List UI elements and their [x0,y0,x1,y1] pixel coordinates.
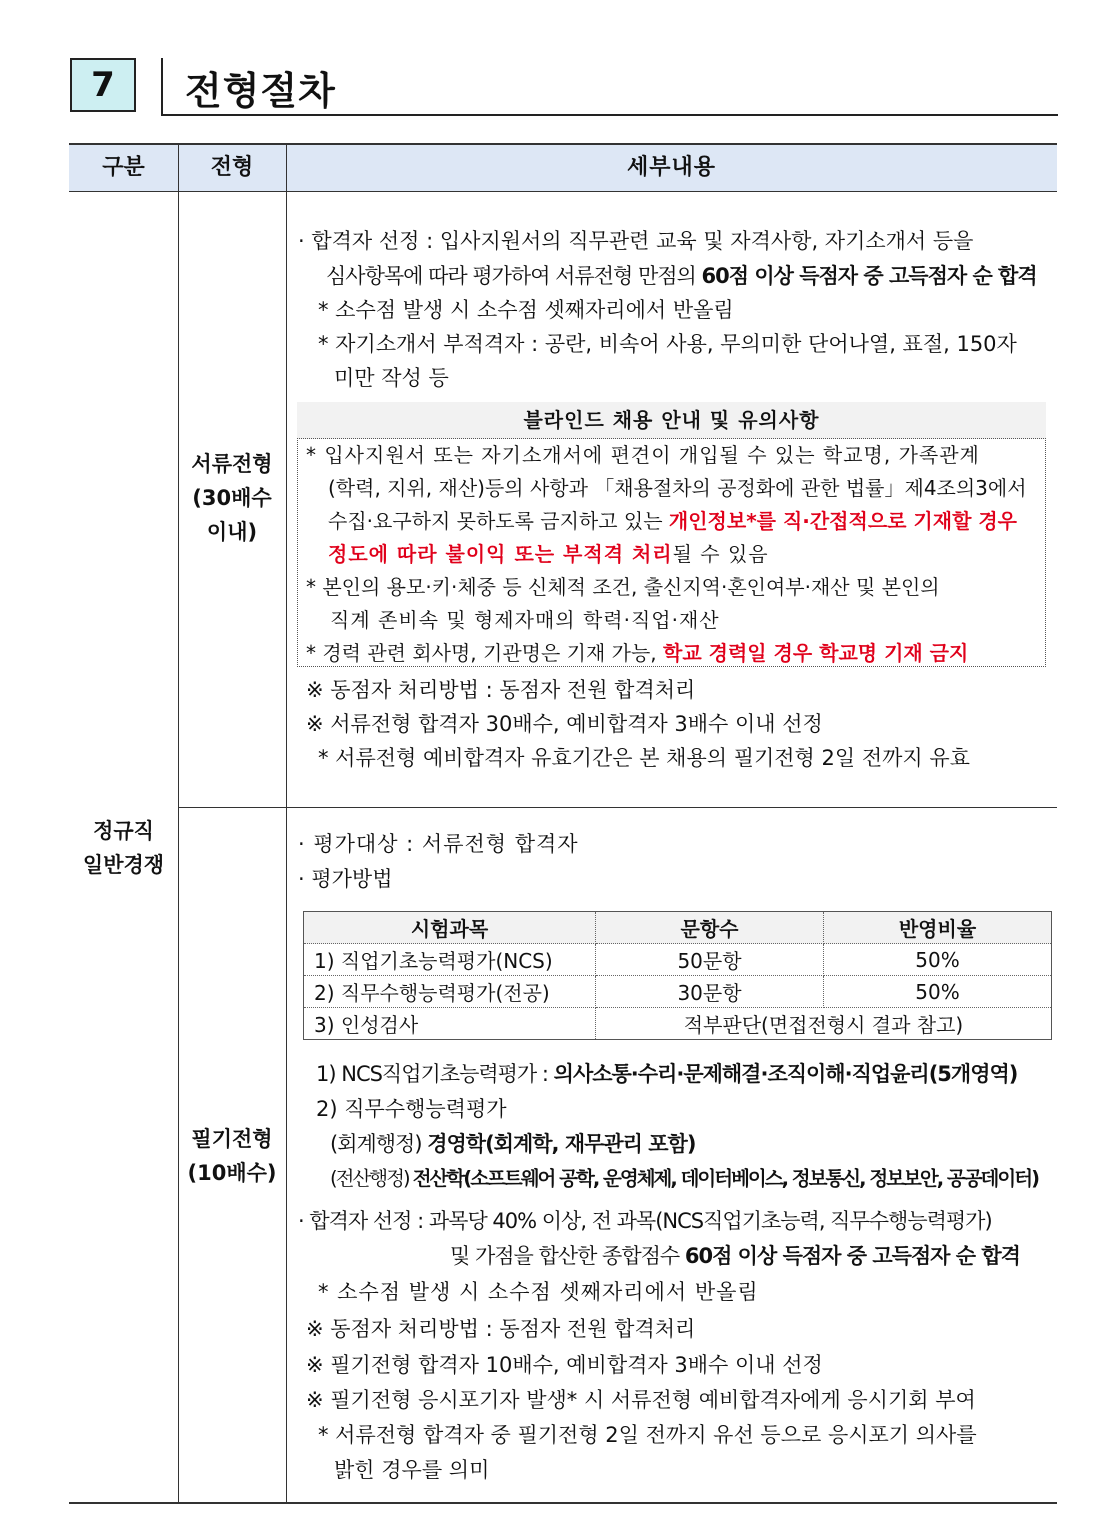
exam-subject: 3) 인성검사 [304,1008,596,1040]
written-pass-count-note: ※ 필기전형 합격자 10배수, 예비합격자 3배수 이내 선정 [306,1353,823,1377]
exam-table [303,911,1052,1040]
written-stage-name [178,1122,286,1190]
header-category: 구분 [102,155,145,180]
doc-unqualified-line-2: 미만 작성 등 [334,366,449,390]
doc-tie-note: ※ 동점자 처리방법 : 동점자 전원 합격처리 [306,678,696,702]
doc-selection-line-2: 심사항목에 따라 평가하여 서류전형 만점의 60점 이상 득점자 중 고득점자 순 합격 [326,264,1037,288]
header-stage: 전형 [210,155,254,180]
doc-unqualified-line-1: * 자기소개서 부적격자 : 공란, 비속어 사용, 무의미한 단어나열, 표절, 150자 [318,332,1017,356]
it-subject-line: (전산행정) 전산학(소프트웨어 공학, 운영체제, 데이터베이스, 정보통신, 정보보안, 공공데이터) [330,1167,1038,1190]
table-row [304,1008,1052,1040]
written-selection-line-1: · 합격자 선정 : 과목당 40% 이상, 전 과목(NCS직업기초능력, 직무수행능력평가) [298,1209,992,1233]
exam-header-subject: 시험과목 [304,912,596,944]
doc-stage-name [178,447,286,549]
exam-header-ratio: 반영비율 [824,912,1052,944]
section-title: 전형절차 [185,69,336,113]
column-divider-1 [178,143,179,1504]
ncs-subject-line: 1) NCS직업기초능력평가 : 의사소통·수리·문제해결·조직이해·직업윤리(5개영역) [316,1062,1018,1086]
doc-rounding-note: * 소수점 발생 시 소수점 셋째자리에서 반올림 [318,298,734,322]
written-withdrawal-detail-2: 밝힌 경우를 의미 [334,1458,490,1482]
doc-stage-name-line-1: 서류전형 [191,452,273,476]
doc-stage-name-line-2: (30배수 [192,486,272,510]
table-row [304,976,1052,1008]
category-line-1: 정규직 [93,819,154,843]
blind-line-1: * 입사지원서 또는 자기소개서에 편견이 개입될 수 있는 학교명, 가족관계 [306,443,980,467]
exam-count: 50문항 [596,944,824,976]
doc-stage-name-line-3: 이내) [206,520,258,544]
written-withdrawal-detail-1: * 서류전형 합격자 중 필기전형 2일 전까지 유선 등으로 응시포기 의사를 [318,1423,977,1447]
exam-header-count: 문항수 [596,912,824,944]
section-underline [161,114,1058,116]
doc-pass-count-note: ※ 서류전형 합격자 30배수, 예비합격자 3배수 이내 선정 [306,712,823,736]
written-method: · 평가방법 [298,867,393,891]
exam-table-header [304,912,1052,944]
accounting-subject-line: (회계행정) 경영학(회계학, 재무관리 포함) [330,1132,696,1156]
doc-selection-line-1: · 합격자 선정 : 입사지원서의 직무관련 교육 및 자격사항, 자기소개서 등을 [298,229,974,253]
written-tie-note: ※ 동점자 처리방법 : 동점자 전원 합격처리 [306,1317,696,1341]
category-cell [69,814,178,882]
table-header-border [69,191,1057,192]
written-selection-line-2: 및 가점을 합산한 종합점수 60점 이상 득점자 중 고득점자 순 합격 [450,1244,1020,1268]
exam-merged-note: 적부판단(면접전형시 결과 참고) [596,1008,1052,1040]
column-divider-2 [286,143,287,1504]
blind-line-6: 직계 존비속 및 형제자매의 학력·직업·재산 [330,608,720,632]
section-divider [161,58,163,116]
exam-subject: 2) 직무수행능력평가(전공) [304,976,596,1008]
exam-count: 30문항 [596,976,824,1008]
written-stage-name-line-2: (10배수) [187,1161,277,1185]
blind-line-3: 수집·요구하지 못하도록 금지하고 있는 개인정보*를 직·간접적으로 기재할 경우 [328,509,1017,533]
written-stage-name-line-1: 필기전형 [191,1127,273,1151]
exam-ratio: 50% [824,944,1052,976]
section-number: 7 [70,58,136,112]
written-target: · 평가대상 : 서류전형 합격자 [298,832,579,856]
doc-validity-note: * 서류전형 예비합격자 유효기간은 본 채용의 필기전형 2일 전까지 유효 [318,746,970,770]
header-details: 세부내용 [626,155,716,180]
blind-line-5: * 본인의 용모·키·체중 등 신체적 조건, 출신지역·혼인여부·재산 및 본인의 [306,575,940,599]
stage-divider [178,807,1057,808]
blind-line-2: (학력, 지위, 재산)등의 사항과 「채용절차의 공정화에 관한 법률」제4조의3에서 [328,476,1027,500]
table-row [304,944,1052,976]
blind-recruit-title: 블라인드 채용 안내 및 유의사항 [297,402,1046,439]
job-subject-line: 2) 직무수행능력평가 [316,1097,507,1121]
blind-line-4: 정도에 따라 불이익 또는 부적격 처리될 수 있음 [328,542,769,566]
category-line-2: 일반경쟁 [82,853,165,877]
table-bottom-border [69,1502,1057,1504]
blind-line-7: * 경력 관련 회사명, 기관명은 기재 가능, 학교 경력일 경우 학교명 기재 금지 [306,641,969,665]
exam-ratio: 50% [824,976,1052,1008]
written-rounding-note: * 소수점 발생 시 소수점 셋째자리에서 반올림 [318,1280,759,1304]
exam-subject: 1) 직업기초능력평가(NCS) [304,944,596,976]
written-withdrawal-note: ※ 필기전형 응시포기자 발생* 시 서류전형 예비합격자에게 응시기회 부여 [306,1388,976,1412]
